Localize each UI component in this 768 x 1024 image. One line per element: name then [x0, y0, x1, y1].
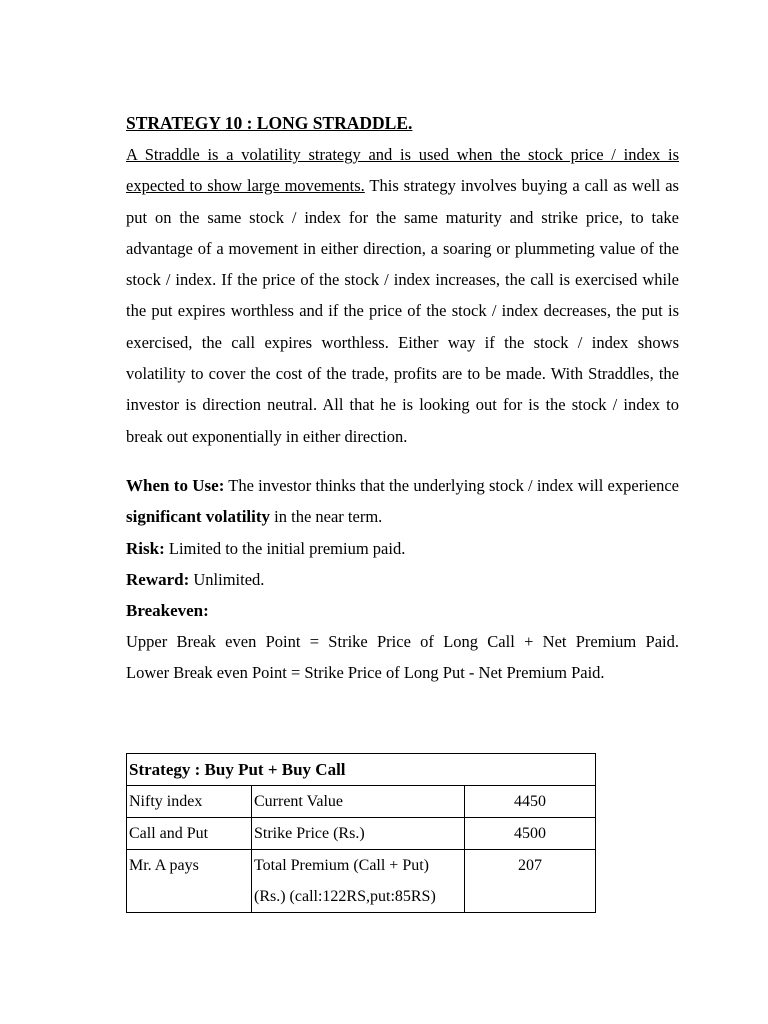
upper-breakeven: Upper Break even Point = Strike Price of Long Call + Net Premium Paid.	[126, 631, 679, 651]
table-row	[127, 786, 596, 818]
reward-line	[126, 564, 679, 595]
intro-paragraph	[126, 139, 679, 452]
reward-text: Unlimited.	[189, 569, 265, 589]
premium-label-line-2: (Rs.) (call:122RS,put:85RS)	[254, 888, 436, 905]
risk-label: Risk:	[126, 538, 165, 558]
table-row	[127, 850, 596, 913]
when-to-use-text-1: The investor thinks that the underlying stock / index will experience	[224, 475, 679, 495]
breakeven-label: Breakeven:	[126, 600, 209, 620]
table-cell: Current Value	[252, 786, 465, 818]
when-to-use-bold: significant volatility	[126, 507, 271, 527]
table-cell: 4450	[465, 786, 596, 818]
table-cell: 4500	[465, 818, 596, 850]
document-page	[126, 108, 679, 688]
table-header-cell: Strategy : Buy Put + Buy Call	[127, 754, 596, 786]
breakeven-heading	[126, 595, 679, 626]
intro-text: This strategy involves buying a call as well as put on the same stock / index for the same maturity and strike price, to take advantage of a movement in either direction, a soaring or plummeting value of the stock / index. If the price of the stock / index increases, the call is exercised while the put expires worthless and if the price of the stock / index decreases, the put is exercised, the call expires worthless. Either way if the stock / index shows volatility to cover the cost of the trade, profits are to be made. With Straddles, the investor is direction neutral. All that he is looking out for is the stock / index to break out exponentially in either direction.	[126, 176, 679, 446]
table-cell: Mr. A pays	[127, 850, 252, 913]
risk-line	[126, 533, 679, 564]
table-header-row	[127, 754, 596, 786]
strategy-table	[126, 753, 596, 913]
risk-text: Limited to the initial premium paid.	[164, 538, 406, 558]
table-cell: 207	[465, 850, 596, 913]
when-to-use-text-2: in the near term.	[270, 507, 383, 527]
intro-underlined-text: A Straddle is a volatility strategy and is used when the stock price / index is expected to show large movements.	[126, 145, 679, 196]
strategy-title: STRATEGY 10 : LONG STRADDLE.	[126, 113, 413, 133]
table-cell: Nifty index	[127, 786, 252, 818]
premium-label-line-1: Total Premium (Call + Put)	[254, 857, 429, 874]
when-to-use-paragraph	[126, 470, 679, 533]
table-cell: Strike Price (Rs.)	[252, 818, 465, 850]
table-row	[127, 818, 596, 850]
table-cell	[252, 850, 465, 913]
lower-breakeven: Lower Break even Point = Strike Price of Long Put - Net Premium Paid.	[126, 662, 605, 682]
reward-label: Reward:	[126, 569, 190, 589]
table-cell: Call and Put	[127, 818, 252, 850]
when-to-use-label: When to Use:	[126, 475, 225, 495]
